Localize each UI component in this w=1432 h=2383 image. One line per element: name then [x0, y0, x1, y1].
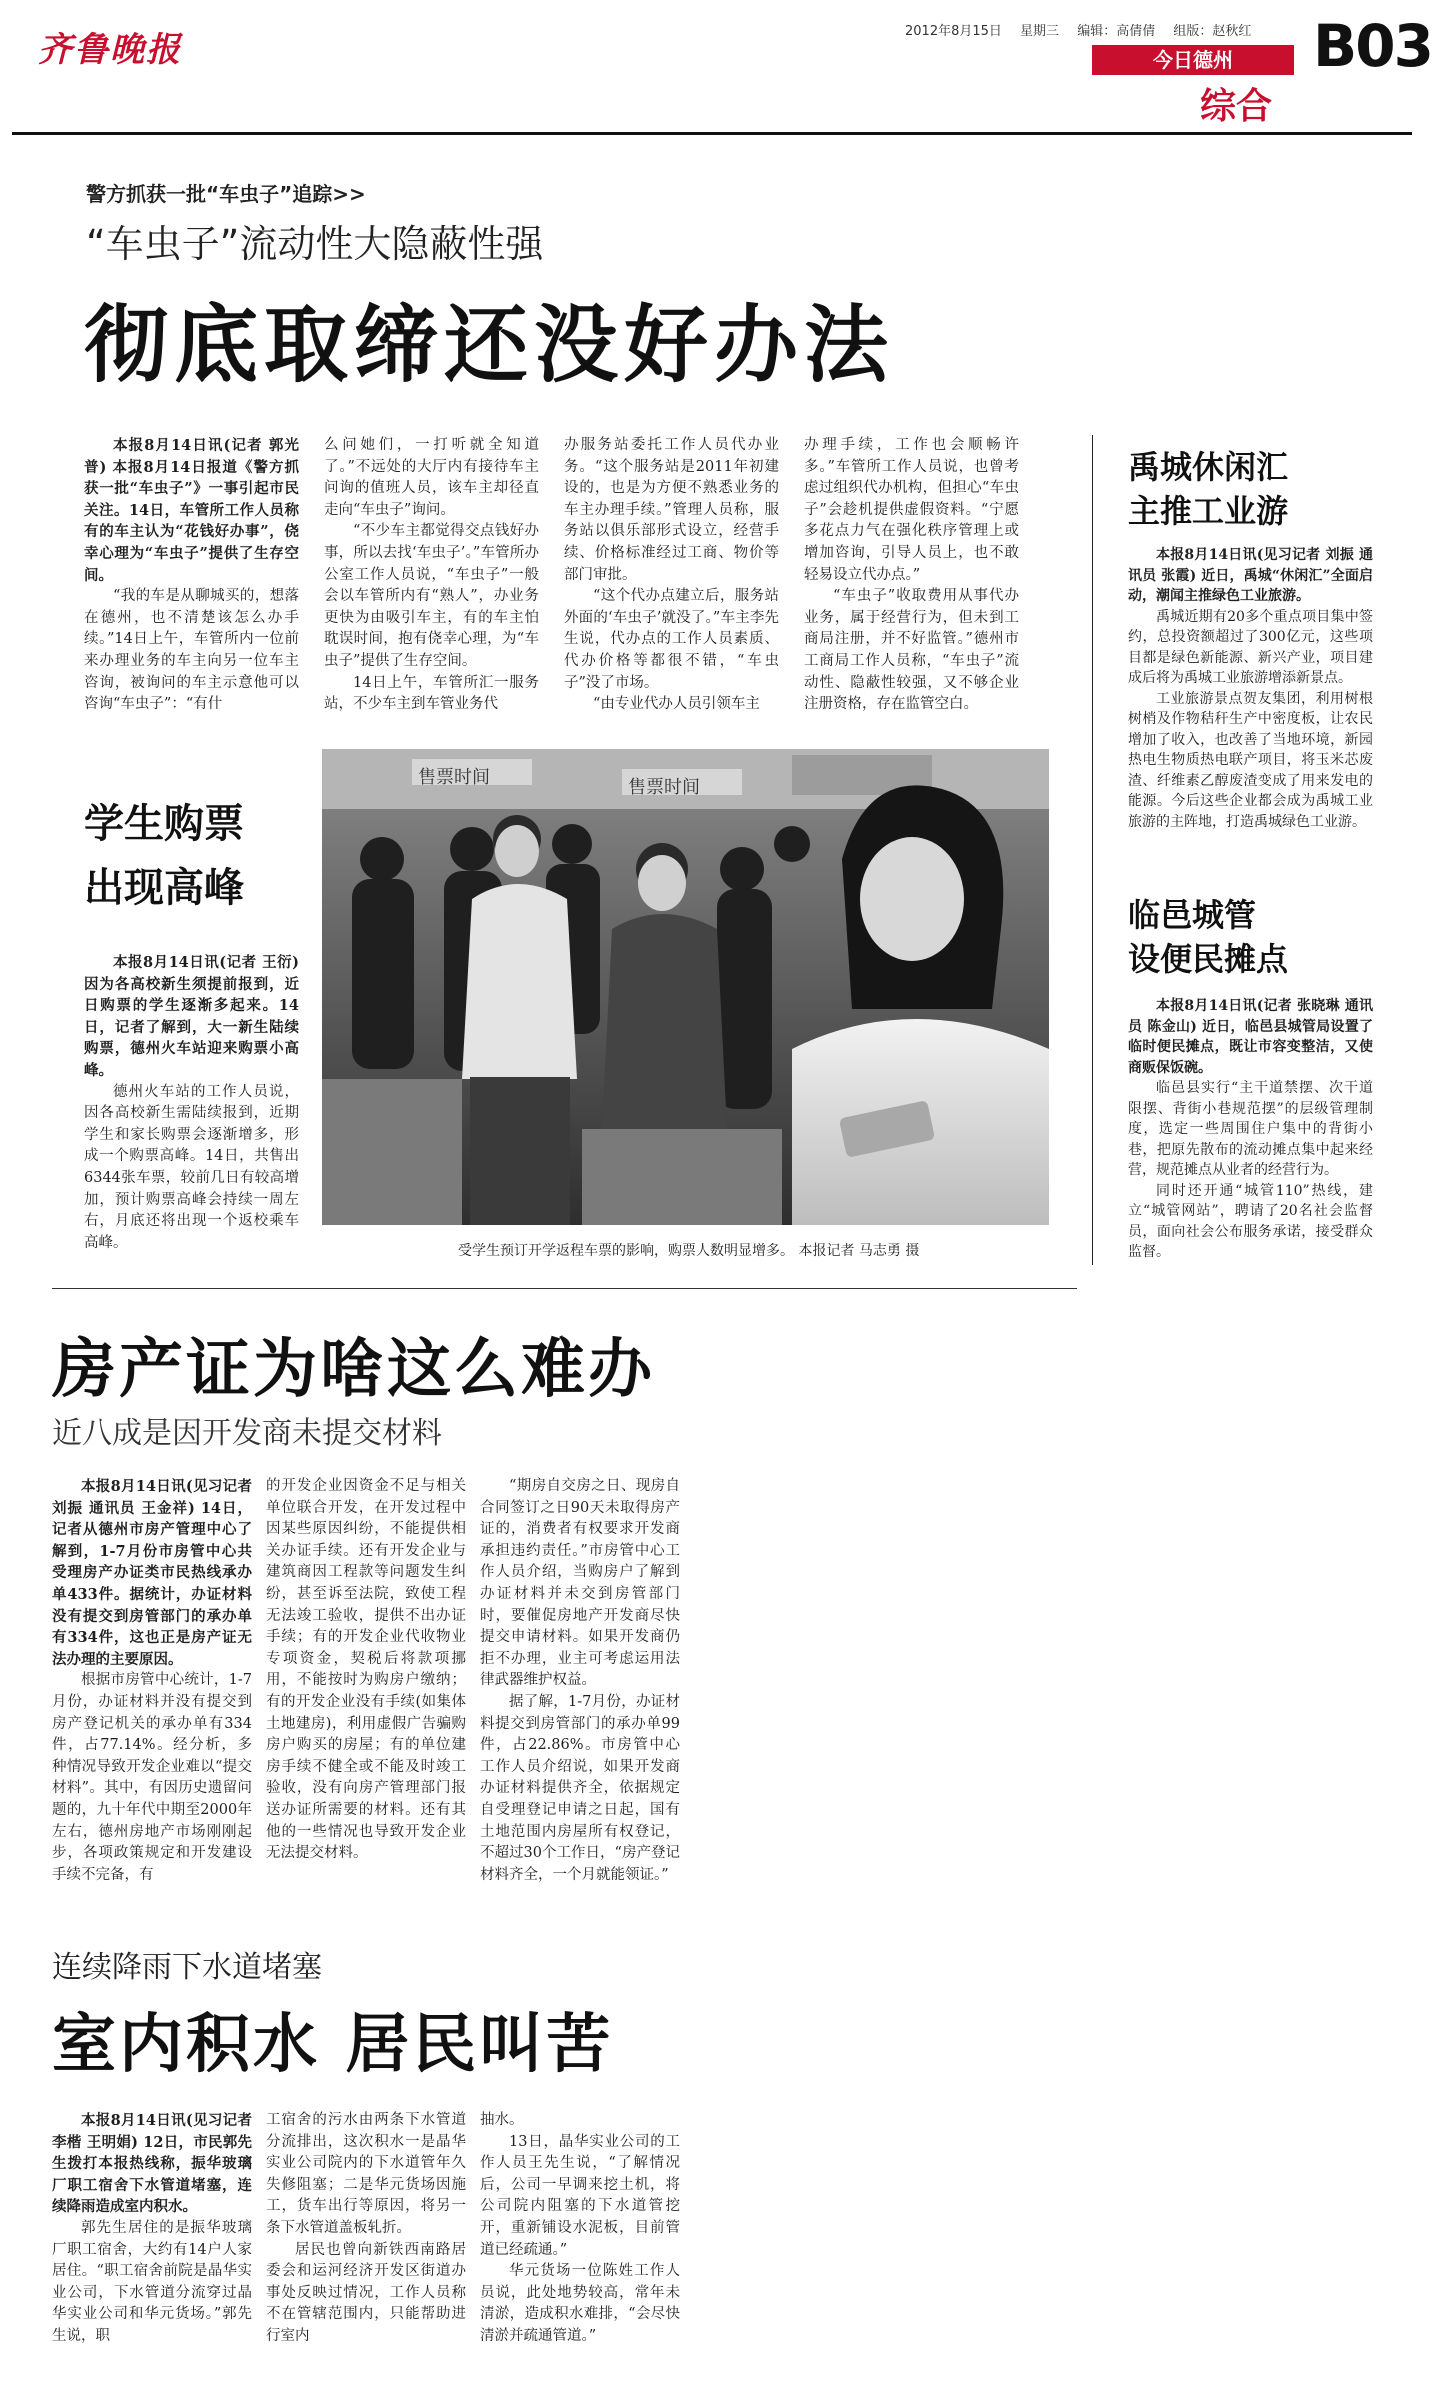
paragraph: 同时还开通“城管110”热线，建立“城管网站”，聘请了20名社会监督员，面向社会公布服务承诺，接受群众监督。: [1128, 1182, 1373, 1260]
headline-line: 设便民摊点: [1128, 940, 1289, 978]
flood-column-1: [52, 2110, 252, 2348]
paragraph: “由专业代办人员引领车主: [593, 696, 760, 713]
flood-column-2: [266, 2110, 466, 2348]
paragraph: “不少车主都觉得交点钱好办事，所以去找‘车虫子’。”车管所办公室工作人员说，“车虫子”一般会以车管所内有“熟人”，办业务更快为由吸引车主，有的车主怕耽误时间，抱有侥幸心理，为“车虫子”提供了生存空间。: [324, 523, 539, 669]
flood-column-3: [480, 2110, 680, 2348]
newspaper-logo: 齐鲁晚报: [38, 30, 182, 70]
property-column-3: [480, 1476, 680, 1886]
property-column-2: [266, 1476, 466, 1865]
paragraph: 本报8月14日讯(见习记者 刘振 通讯员 王金祥) 14日，记者从德州市房产管理中心了解到，1-7月份市房管中心共受理房产办证类市民热线承办单433件。据统计，办证材料没有提交到房管部门的承办单有334件，这也正是房产证无法办理的主要原因。: [52, 1478, 252, 1668]
paragraph: 据了解，1-7月份，办证材料提交到房管部门的承办单99件，占22.86%。市房管中心工作人员介绍说，如果开发商办证材料提供齐全，依据规定自受理登记申请之日起，国有土地范围内房屋所有权登记，不超过30个工作日，“房产登记材料齐全，一个月就能领证。”: [480, 1693, 680, 1883]
lead-subhead: “车虫子”流动性大隐蔽性强: [86, 222, 544, 266]
flood-headline: 室内积水 居民叫苦: [52, 2008, 614, 2082]
paragraph: 办理手续，工作也会顺畅许多。”车管所工作人员说，也曾考虑过组织代办机构，但担心“车虫子”会趁机提供虚假资料。“宁愿多花点力气在强化秩序管理上或增加咨询，引导人员上，也不敢轻易设立代办点。”: [804, 437, 1019, 583]
sidebar-story1-headline: [1128, 445, 1288, 533]
sidebar-story2-headline: [1128, 893, 1288, 981]
flood-kicker: 连续降雨下水道堵塞: [52, 1950, 322, 1985]
lead-column-1: [84, 435, 299, 716]
issue-editor: 编辑：高倩倩: [1077, 24, 1156, 39]
paragraph: 本报8月14日讯(记者 张晓琳 通讯员 陈金山) 近日，临邑县城管局设置了临时便民摊点，既让市容变整洁，又使商贩保饭碗。: [1128, 998, 1373, 1076]
issue-info: [905, 20, 1265, 39]
paragraph: 临邑县实行“主干道禁摆、次干道限摆、背街小巷规范摆”的层级管理制度，选定一些周围住户集中的背街小巷，把原先散布的流动摊点集中起来经营，规范摊点从业者的经营行为。: [1128, 1080, 1373, 1178]
paragraph: 居民也曾向新铁西南路居委会和运河经济开发区街道办事处反映过情况，工作人员称不在管辖范围内，只能帮助进行室内: [266, 2241, 466, 2344]
section-bar: 今日德州: [1092, 45, 1294, 75]
paragraph: 本报8月14日讯(记者 王衍) 因为各高校新生须提前报到，近日购票的学生逐渐多起来。14日，记者了解到，大一新生陆续购票，德州火车站迎来购票小高峰。: [84, 954, 299, 1079]
headline-line: 出现高峰: [84, 865, 244, 911]
lead-column-3: [564, 435, 779, 716]
paragraph: “这个代办点建立后，服务站外面的‘车虫子’就没了。”车主李先生说，代办点的工作人员素质、代办价格等都很不错，“车虫子”没了市场。: [564, 588, 779, 691]
headline-line: 禹城休闲汇: [1128, 448, 1289, 486]
section-divider: [52, 1288, 1077, 1289]
headline-line: 学生购票: [84, 801, 244, 847]
paragraph: 本报8月14日讯(记者 郭光普) 本报8月14日报道《警方抓获一批“车虫子”》一事引起市民关注。14日，车管所工作人员称有的车主认为“花钱好办事”，侥幸心理为“车虫子”提供了生存空间。: [84, 437, 299, 584]
lead-headline: 彻底取缔还没好办法: [84, 296, 895, 394]
issue-weekday: 星期三: [1020, 24, 1060, 39]
property-headline: 房产证为啥这么难办: [52, 1333, 655, 1407]
photo-sign-2: 售票时间: [628, 777, 700, 798]
paragraph: 本报8月14日讯(见习记者 李楷 王明娟) 12日，市民郭先生拨打本报热线称，振华玻璃厂职工宿舍下水管道堵塞，连续降雨造成室内积水。: [52, 2112, 252, 2216]
headline-line: 临邑城管: [1128, 896, 1257, 934]
paragraph: “车虫子”收取费用从事代办业务，属于经营行为，但未到工商局注册，并不好监管。”德州市工商局工作人员称，“车虫子”流动性、隐蔽性较强，又不够企业注册资格，存在监管空白。: [804, 588, 1019, 713]
lead-kicker: 警方抓获一批“车虫子”追踪>>: [86, 182, 366, 206]
paragraph: 抽水。: [480, 2112, 524, 2128]
paragraph: 根据市房管中心统计，1-7月份，办证材料并没有提交到房产登记机关的承办单有334件，占77.14%。经分析，多种情况导致开发企业难以“提交材料”。其中，有因历史遗留问题的，九十年代中期至2000年左右，德州房地产市场刚刚起步，各项政策规定和开发建设手续不完备，有: [52, 1672, 252, 1883]
paragraph: 德州火车站的工作人员说，因各高校新生需陆续报到，近期学生和家长购票会逐渐增多，形成一个购票高峰。14日，共售出6344张车票，较前几日有较高增加，预计购票高峰会持续一周左右，月底还将出现一个返校乘车高峰。: [84, 1083, 299, 1251]
sidebar-rule: [1092, 435, 1093, 1265]
section-name: 综合: [1200, 86, 1273, 127]
paragraph: 郭先生居住的是振华玻璃厂职工宿舍，大约有14户人家居住。“职工宿舍前院是晶华实业公司，下水管道分流穿过晶华实业公司和华元货场。”郭先生说，职: [52, 2219, 252, 2344]
student-body: [84, 952, 299, 1254]
paragraph: “我的车是从聊城买的，想落在德州，也不清楚该怎么办手续。”14日上午，车管所内一位前来办理业务的车主向另一位车主咨询，被询问的车主示意他可以咨询“车虫子”：“有什: [84, 588, 299, 713]
page-number: B03: [1313, 12, 1432, 80]
paragraph: 华元货场一位陈姓工作人员说，此处地势较高，常年未清淤，造成积水难排，“会尽快清淤并疏通管道。”: [480, 2263, 680, 2344]
sidebar-story2-body: [1128, 996, 1373, 1263]
paragraph: 的开发企业因资金不足与相关单位联合开发，在开发过程中因某些原因纠纷，不能提供相关办证手续。还有开发企业与建筑商因工程款等问题发生纠纷，甚至诉至法院，致使工程无法竣工验收，提供不出办证手续；有的开发企业代收物业专项资金，契税后将款项挪用，不能按时为购房户缴纳；有的开发企业没有手续(如集体土地建房)，利用虚假广告骗购房户购买的房屋；有的单位建房手续不健全或不能及时竣工验收，没有向房产管理部门报送办证所需要的材料。还有其他的一些情况也导致开发企业无法提交材料。: [266, 1478, 466, 1862]
issue-layout: 组版：赵秋红: [1173, 24, 1252, 39]
headline-line: 主推工业游: [1128, 492, 1289, 530]
paragraph: 工宿舍的污水由两条下水管道分流排出，这次积水一是晶华实业公司院内的下水道管年久失修阻塞；二是华元货场因施工，货车出行等原因，将另一条下水管道盖板轧折。: [266, 2112, 466, 2236]
paragraph: 么问她们，一打听就全知道了。”不远处的大厅内有接待车主问询的值班人员，该车主却径直走向“车虫子”询问。: [324, 437, 539, 518]
paragraph: 办服务站委托工作人员代办业务。“这个服务站是2011年初建设的，也是为方便不熟悉业务的车主办理手续。”管理人员称，服务站以俱乐部形式设立，经营手续、价格标准经过工商、物价等部门审批。: [564, 437, 779, 583]
lead-column-2: [324, 435, 539, 716]
top-rule: [12, 132, 1412, 135]
issue-date: 2012年8月15日: [905, 24, 1002, 39]
property-column-1: [52, 1476, 252, 1886]
photo-sign-1: 售票时间: [418, 767, 490, 788]
paragraph: “期房自交房之日、现房自合同签订之日90天未取得房产证的，消费者有权要求开发商承担违约责任。”市房管中心工作人员介绍，当购房户了解到办证材料并未交到房管部门时，要催促房地产开发商尽快提交申请材料。如果开发商仍拒不办理，业主可考虑运用法律武器维护权益。: [480, 1478, 680, 1689]
paragraph: 13日，晶华实业公司的工作人员王先生说，“了解情况后，公司一早调来挖土机，将公司院内阻塞的下水道管挖开，重新铺设水泥板，目前管道已经疏通。”: [480, 2133, 680, 2258]
paragraph: 禹城近期有20多个重点项目集中签约，总投资额超过了300亿元，这些项目都是绿色新能源、新兴产业，项目建成后将为禹城工业旅游增添新景点。: [1128, 608, 1373, 686]
property-subhead: 近八成是因开发商未提交材料: [52, 1416, 442, 1451]
lead-column-4: [804, 435, 1019, 716]
photo-caption: 受学生预订开学返程车票的影响，购票人数明显增多。 本报记者 马志勇 摄: [458, 1243, 920, 1259]
paragraph: 工业旅游景点贺友集团，利用树根树梢及作物秸秆生产中密度板，让农民增加了收入，也改善了当地环境，新园热电生物质热电联产项目，将玉米芯废渣、纤维素乙醇废渣变成了用来发电的能源。今后这些企业都会成为禹城工业旅游的主阵地，打造禹城绿色工业游。: [1128, 690, 1373, 830]
photo-scene: [322, 749, 1049, 1225]
paragraph: 本报8月14日讯(见习记者 刘振 通讯员 张霞) 近日，禹城“休闲汇”全面启动，潮闻主推绿色工业旅游。: [1128, 547, 1373, 604]
paragraph: 14日上午，车管所汇一服务站，不少车主到车管业务代: [324, 674, 539, 713]
student-headline: [84, 792, 244, 920]
news-photo: [322, 749, 1049, 1225]
sidebar-story1-body: [1128, 545, 1373, 832]
